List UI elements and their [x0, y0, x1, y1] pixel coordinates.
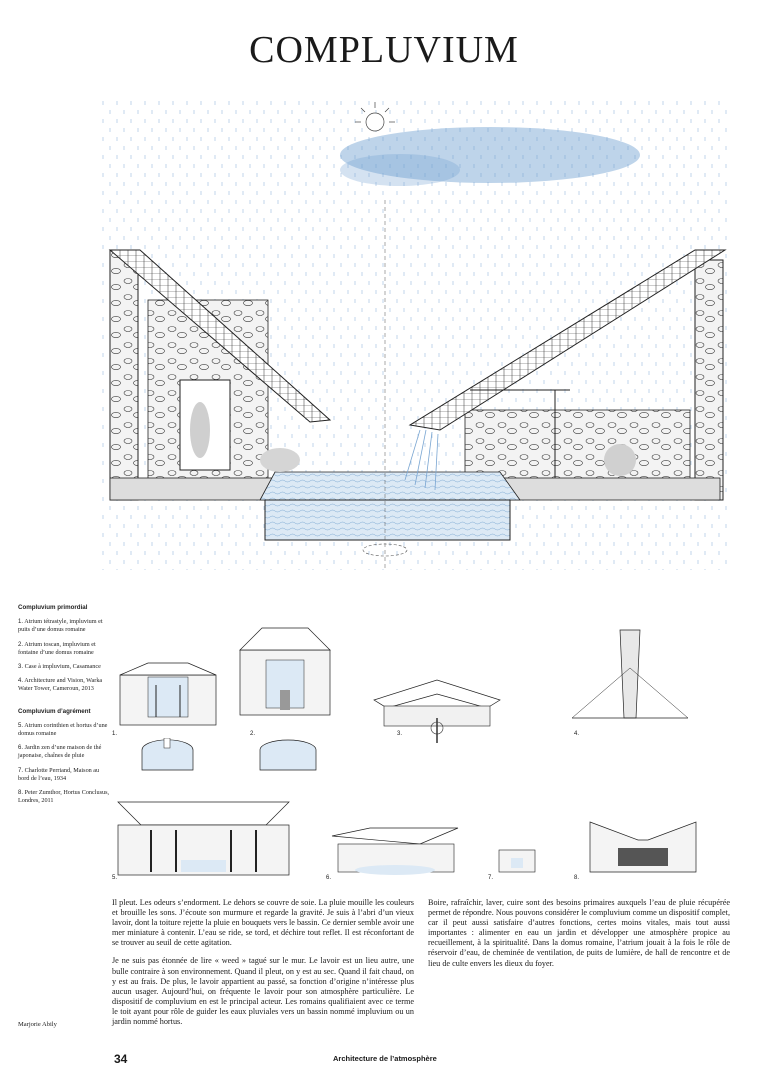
figure-7-maison-au-bord-de-l-eau [497, 846, 537, 876]
group-title-agrement: Compluvium d’agrément [18, 707, 91, 715]
caption-item-7: 7. Charlotte Perriand, Maison au bord de l’eau, 1934 [18, 766, 100, 782]
figure-label-6: 6. [326, 875, 332, 881]
body-column-1 [112, 898, 414, 1035]
figure-6-japanese-tea-house [330, 826, 460, 878]
figure-2-well-section [258, 738, 318, 772]
figure-label-1: 1. [112, 731, 118, 737]
figure-1-atrium-tetrastyle [118, 655, 218, 735]
caption-item-8: 8. Peter Zumthor, Hortus Conclusus, Londres, 2011 [18, 789, 110, 805]
figure-label-4: 4. [574, 731, 580, 737]
caption-item-2: 2. Atrium toscan, impluvium et fontaine d’une domus romaine [18, 640, 96, 656]
body-paragraph: Il pleut. Les odeurs s’endorment. Le dehors se couvre de soie. La pluie mouille les couleurs et brouille les sons. J’écoute son murmure et regarde la gravité. Je suis à l’abri d’un vieux lavoir, dont la toiture rejette la pluie en bouquets vers le bassin. Ce dernier semble avoir une mer miniature à contenir. L’eau se ride, se tord, et déchire tout reflet. Il est réconfortant de se trouver au seuil de cette agitation. [112, 898, 414, 948]
figure-label-8: 8. [574, 875, 580, 881]
figure-3-case-a-impluvium [372, 678, 502, 748]
author-name: Marjorie Abily [18, 1021, 57, 1028]
caption-item-6: 6. Jardin zen d’une maison de thé japonaise, chaînes de pluie [18, 744, 102, 760]
caption-item-3: 3. Case à impluvium, Casamance [18, 663, 101, 671]
body-paragraph: Je ne suis pas étonnée de lire « weed » tagué sur le mur. Le lavoir est un lieu autre, une bulle contraire à son environnement. Quand il pleut, on y est au sec. Quand il fait chaud, on y est au frais. De plus, le lavoir appartient au passé, sa fonction d’origine n’intéresse plus aucun usager. Aujourd’hui, on fréquente le lavoir pour son atmosphère particulière. Le dispositif de compluvium en est le principal acteur. Les romains qualifiaient avec ce terme le toit ayant pour rôle de guider les eaux pluviales vers un bassin nommé impluvium ou un jardin nommé hortus. [112, 956, 414, 1027]
group-title-primordial: Compluvium primordial [18, 604, 88, 611]
body-column-2 [428, 898, 730, 977]
figure-label-2: 2. [250, 731, 256, 737]
running-title: Architecture de l’atmosphère [333, 1054, 437, 1063]
figure-1-well-section [140, 738, 195, 772]
figure-label-7: 7. [488, 875, 494, 881]
main-section-illustration [100, 100, 730, 570]
body-paragraph: Boire, rafraîchir, laver, cuire sont des besoins primaires auxquels l’eau de pluie récupérée permet de répondre. Nous pouvons considérer le compluvium comme un dispositif complet, car il peut aussi satisfaire d’autres fonctions, certes moins vitales, mais tout aussi importantes : alimenter en eau un jardin et développer une atmosphère propice au recueillement, à la spiritualité. Dans la domus romaine, l’atrium jouait à la fois le rôle de réservoir d’eau, de cheminée de ventilation, de puits de lumière, de hall de rencontre et de lieu de culte envers les dieux du foyer. [428, 898, 730, 968]
impluvium-basin [260, 472, 520, 500]
caption-item-4: 4. Architecture and Vision, Warka Water Tower, Cameroun, 2013 [18, 677, 103, 693]
page-number: 34 [114, 1052, 128, 1066]
caption-item-5: 5. Atrium corinthien et hortus d’une domus romaine [18, 721, 108, 738]
figure-4-warka-water-tower [570, 628, 690, 728]
figure-2-atrium-toscan [238, 620, 333, 720]
sidebar-captions [18, 604, 110, 811]
figure-label-5: 5. [112, 875, 118, 881]
figure-5-atrium-corinthien [116, 800, 291, 880]
page-title: COMPLUVIUM [249, 29, 519, 71]
figure-8-hortus-conclusus [588, 812, 698, 876]
figure-label-3: 3. [397, 731, 403, 737]
caption-item-1: 1. Atrium tétrastyle, impluvium et puits d’une domus romaine [18, 618, 103, 634]
